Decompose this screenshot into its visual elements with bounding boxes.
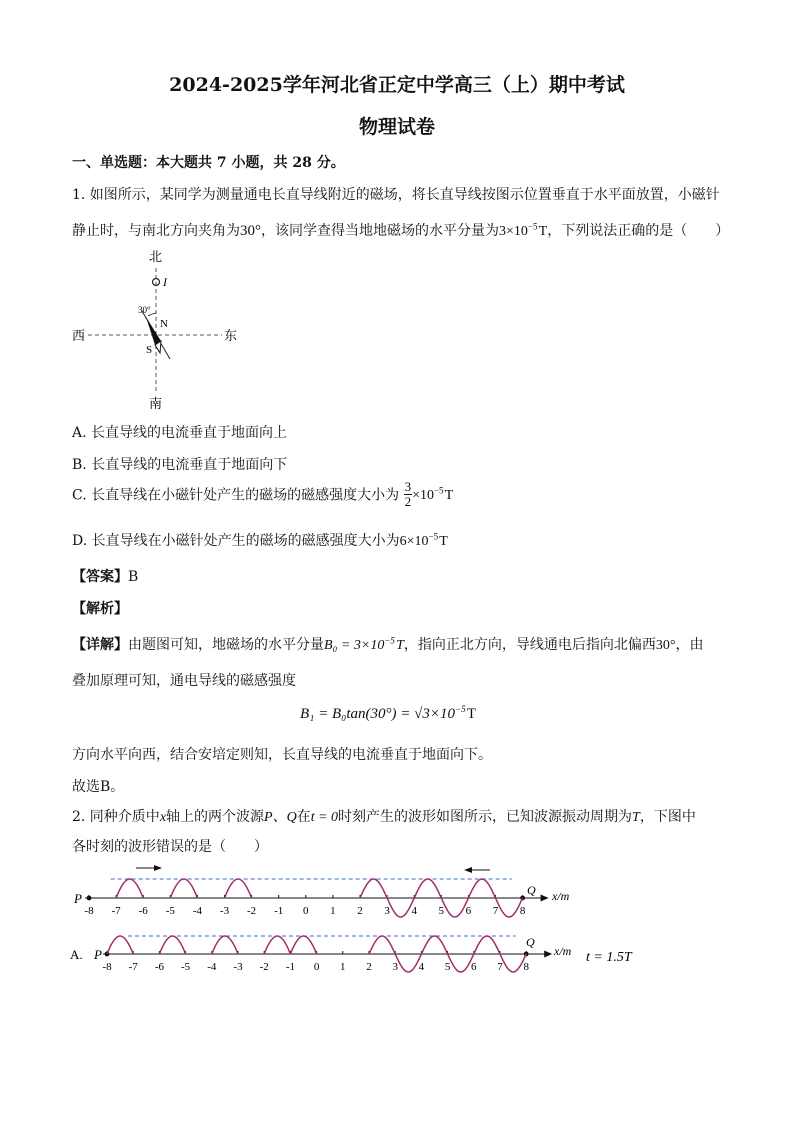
tick-label: -1 [274,905,284,917]
q2-line1: 2. 同种介质中x轴上的两个波源P、Q在t = 0时刻产生的波形如图所示，已知波源振动周期为T，下图中 [72,809,696,825]
tick-label: 6 [465,905,472,917]
option-a-source-q: Q [526,935,535,949]
q2-line2: 各时刻的波形错误的是（ ） [72,839,268,855]
tick-label: -4 [192,905,202,917]
q1-detail-line2: 叠加原理可知，通电导线的磁感强度 [72,673,296,689]
tick-label: -4 [207,961,217,973]
q1-option-c: C. 长直导线在小磁针处产生的磁场的磁感强度大小为 $\frac{3}{2}$ $\times 10^{-5}$ T [72,479,454,509]
needle-north-half [146,317,161,345]
tick-label: 0 [303,905,309,917]
needle-n-label: N [160,318,168,330]
axis-label: x/m [552,889,570,903]
tick-label: -6 [138,905,148,917]
tick-label: -2 [247,905,257,917]
tick-label: -5 [165,905,175,917]
option-a-label: A. [70,947,83,962]
q1-detail-line3: 方向水平向西，结合安培定则知，长直导线的电流垂直于地面向下。 [72,747,492,763]
tick-label: 2 [357,905,363,917]
wave-main-figure [73,865,570,917]
option-a-source-p: P [94,947,102,962]
wave-p-hump [170,879,197,898]
tick-label: 1 [330,905,336,917]
wave-option-a [70,935,633,973]
q1-option-d: D. 长直导线在小磁针处产生的磁场的磁感强度大小为$6\times 10^{-5}$ T [72,531,448,549]
wave-p-hump [212,936,238,954]
wave-p-hump [290,936,316,954]
option-a-axis-label: x/m [554,944,572,958]
west-label: 西 [72,328,86,343]
tick-label: -3 [219,905,230,917]
option-c-fraction: $\frac{3}{2}$ [404,479,412,509]
needle-s-label: S [146,344,153,356]
wave-figures [64,858,654,983]
wave-p-hump [159,936,185,954]
tick-label: -7 [128,961,138,973]
q1-option-b: B. 长直导线的电流垂直于地面向下 [72,457,288,473]
tick-label: -2 [259,961,269,973]
north-label: 北 [149,249,163,264]
east-label: 东 [224,328,238,343]
wave-p-hump [264,936,290,954]
wave-p-hump [107,936,133,954]
tick-label: -8 [84,905,94,917]
tick-label: 4 [418,961,425,973]
tick-label: -5 [181,961,191,973]
wave-direction-arrow-right [136,865,162,871]
x-axis-arrow [541,895,549,902]
q1-angle: 30° [240,223,261,239]
tick-label: 7 [497,961,503,973]
q1-answer: 【答案】B [72,569,139,585]
page-title: 2024-2025学年河北省正定中学高三（上）期中考试 [169,74,625,96]
tick-label: 8 [523,961,529,973]
tick-label: 0 [313,961,320,973]
tick-label: 8 [519,905,526,917]
tick-label: 4 [411,905,417,917]
tick-label: -3 [233,961,243,973]
source-p-label: P [74,891,82,906]
tick-label: -8 [102,961,112,973]
tick-label: 7 [492,905,499,917]
tick-label: 5 [444,961,451,973]
compass-figure [70,245,250,415]
wave-direction-arrow-left [464,867,490,873]
wave-p-hump [116,879,143,898]
wave-p-hump [225,879,252,898]
tick-label: -1 [285,961,295,973]
q1-line1: 1. 如图所示，某同学为测量通电长直导线附近的磁场，将长直导线按图示位置垂直于水平面放置，小磁针 [72,187,720,203]
tick-label: 6 [471,961,477,973]
section-heading: 一、单选题：本大题共 7 小题，共 28 分。 [72,155,345,171]
page-subtitle: 物理试卷 [358,116,435,138]
source-q-label: Q [527,883,536,897]
wire-current-label: I [163,275,167,289]
tick-label: 1 [340,961,346,973]
q1-detail-line4: 故选B。 [72,779,125,795]
q1-line2: 静止时，与南北方向夹角为30°，该同学查得当地地磁场的水平分量为$3\times 10^{-5}$ T，下列说法正确的是（ ） [72,221,730,239]
tick-label: 3 [392,961,398,973]
south-label: 南 [149,396,163,411]
q1-formula: $B_1 = B_0\tan(30^\circ) = √3\times 10^{-5}$ T [300,704,477,722]
q1-detail-line1: 【详解】由题图可知，地磁场的水平分量$B_0 = 3\times 10^{-5}$ T，指向正北方向，导线通电后指向北偏西30°，由 [72,635,704,653]
tick-label: -7 [111,905,121,917]
tick-label: -6 [154,961,164,973]
q1-option-a: A. 长直导线的电流垂直于地面向上 [72,425,288,441]
tick-label: 5 [438,905,445,917]
tick-label: 3 [384,905,390,917]
q1-analysis-label: 【解析】 [72,601,128,617]
option-a-time: t = 1.5T [586,950,632,965]
angle-label: 30° [138,305,151,315]
x-axis-arrow [544,951,552,958]
q1-field: $3\times 10^{-5}$ T [499,221,548,239]
tick-label: 2 [366,961,372,973]
